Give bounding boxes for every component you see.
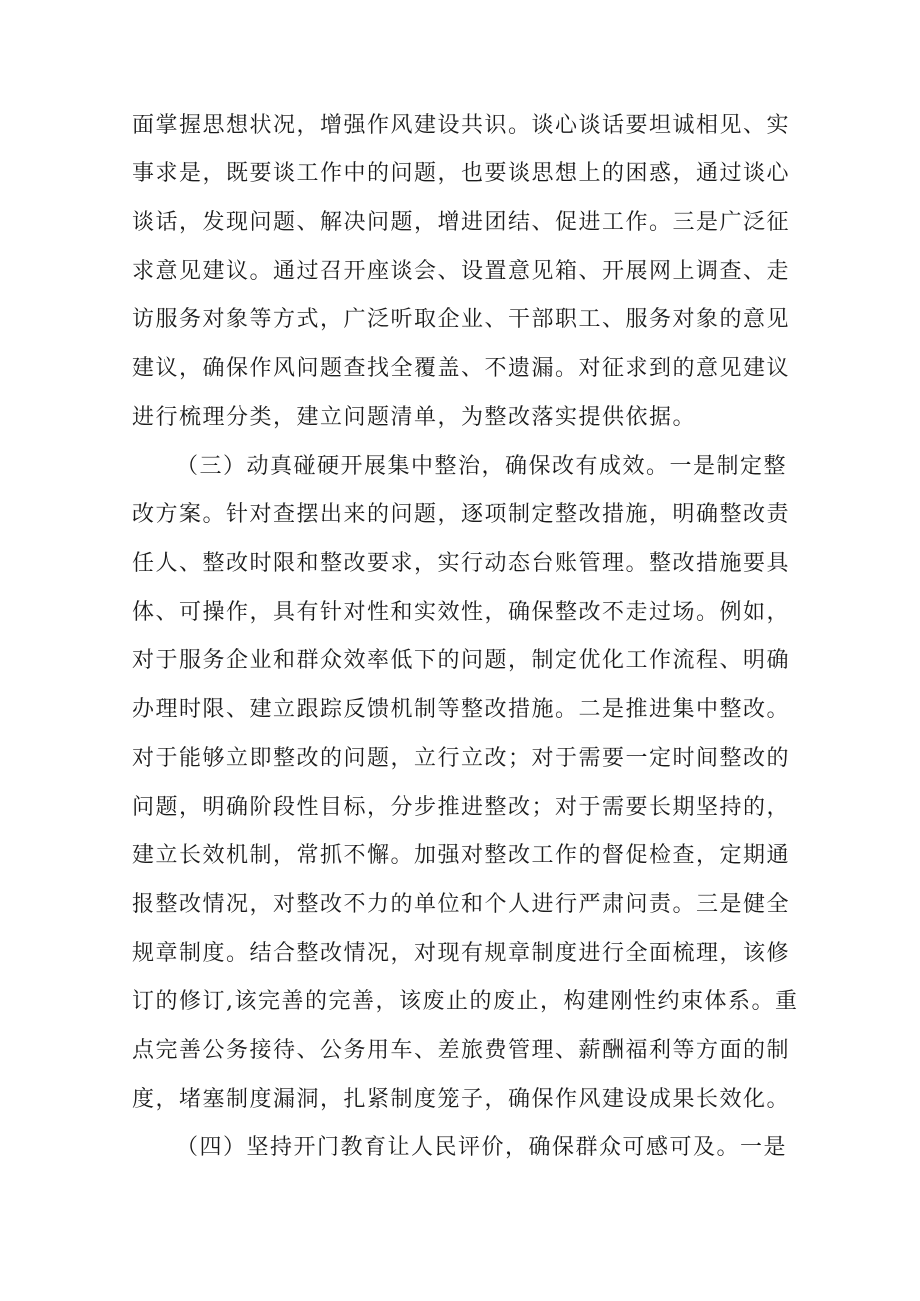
- text-line: 体、可操作，具有针对性和实效性，确保整改不走过场。例如，: [132, 600, 791, 625]
- text-line: 改方案。针对查摆出来的问题，逐项制定整改措施，明确整改责: [132, 502, 791, 527]
- section-heading-3: （三）动真碰硬开展集中整治，确保改有成效。一是制定整: [176, 454, 788, 479]
- section-heading-4: （四）坚持开门教育让人民评价，确保群众可感可及。一是: [176, 1135, 788, 1160]
- text-line: 事求是，既要谈工作中的问题，也要谈思想上的困惑，通过谈心: [132, 161, 791, 186]
- text-line: 订的修订,该完善的完善，该废止的废止，构建刚性约束体系。重: [132, 989, 799, 1014]
- text-line: 建立长效机制，常抓不懈。加强对整改工作的督促检查，定期通: [132, 843, 791, 868]
- text-line: 访服务对象等方式，广泛听取企业、干部职工、服务对象的意见: [132, 307, 791, 332]
- text-line: 点完善公务接待、公务用车、差旅费管理、薪酬福利等方面的制: [132, 1038, 791, 1063]
- text-line: 进行梳理分类，建立问题清单，为整改落实提供依据。: [132, 405, 697, 430]
- text-line: 对于服务企业和群众效率低下的问题，制定优化工作流程、明确: [132, 648, 791, 673]
- text-line: 求意见建议。通过召开座谈会、设置意见箱、开展网上调查、走: [132, 259, 791, 284]
- text-line: 问题，明确阶段性目标，分步推进整改；对于需要长期坚持的，: [132, 795, 791, 820]
- text-line: 面掌握思想状况，增强作风建设共识。谈心谈话要坦诚相见、实: [132, 113, 791, 138]
- text-line: 建议，确保作风问题查找全覆盖、不遗漏。对征求到的意见建议: [132, 356, 791, 381]
- text-line: 对于能够立即整改的问题，立行立改；对于需要一定时间整改的: [132, 746, 791, 771]
- text-line: 规章制度。结合整改情况，对现有规章制度进行全面梳理，该修: [132, 941, 791, 966]
- text-line: 谈话，发现问题、解决问题，增进团结、促进工作。三是广泛征: [132, 210, 791, 235]
- text-line: 任人、整改时限和整改要求，实行动态台账管理。整改措施要具: [132, 551, 791, 576]
- text-line: 报整改情况，对整改不力的单位和个人进行严肃问责。三是健全: [132, 892, 791, 917]
- text-line: 度，堵塞制度漏洞，扎紧制度笼子，确保作风建设成果长效化。: [132, 1087, 791, 1112]
- text-line: 办理时限、建立跟踪反馈机制等整改措施。二是推进集中整改。: [132, 697, 791, 722]
